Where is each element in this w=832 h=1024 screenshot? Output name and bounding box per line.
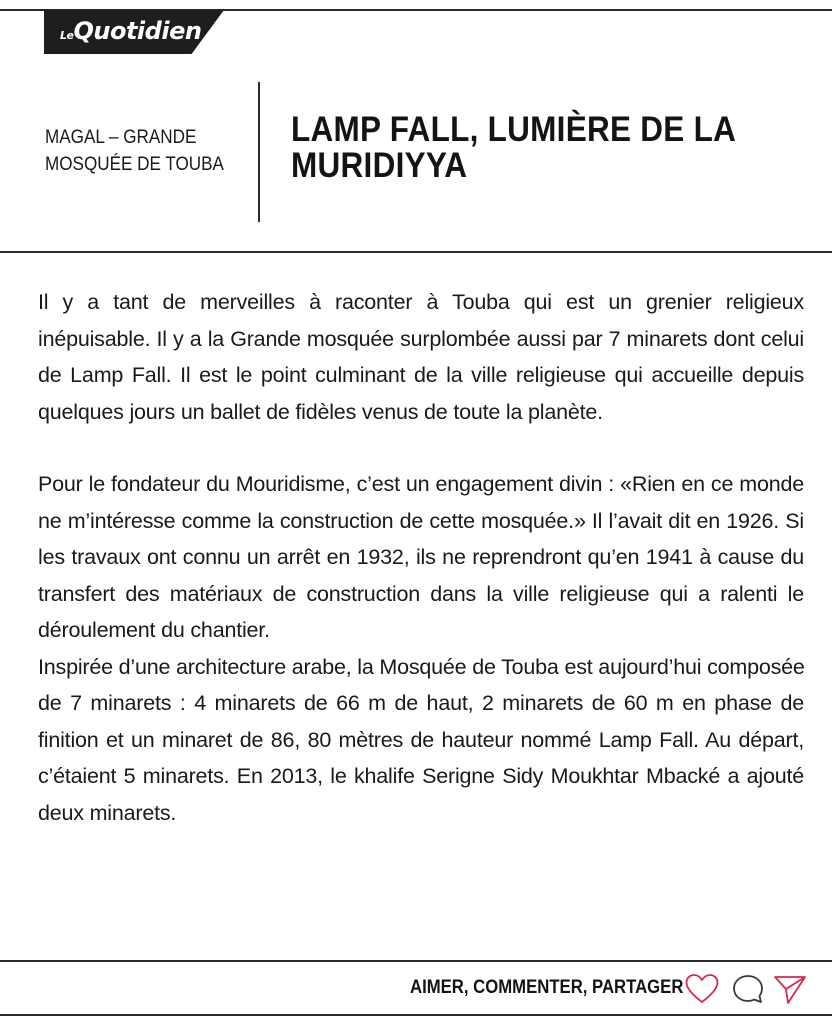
send-icon[interactable] bbox=[772, 972, 808, 1006]
text-line: quelques jours un ballet de fidèles venus de toute la planète. bbox=[38, 399, 603, 424]
article-body bbox=[38, 284, 804, 831]
actions-label: AIMER, COMMENTER, PARTAGER bbox=[410, 977, 684, 998]
text-line: Pour le fondateur du Mouridisme, c’est un engagement divin : «Rien en ce monde bbox=[38, 472, 804, 496]
paragraph-gap bbox=[38, 430, 804, 466]
footer-bottom-rule bbox=[0, 1014, 832, 1016]
logo-prefix: Le bbox=[60, 29, 74, 42]
paragraph-2 bbox=[38, 466, 804, 649]
footer-top-rule bbox=[0, 960, 832, 962]
text-line: inépuisable. Il y a la Grande mosquée surplombée aussi par 7 minarets dont celui bbox=[38, 326, 804, 351]
kicker bbox=[45, 124, 225, 178]
text-line: ne m’intéresse comme la construction de cette mosquée.» Il l’avait dit en 1926. Si bbox=[38, 508, 804, 533]
text-line: finition et un minaret de 86, 80 mètres de hauteur nommé Lamp Fall. Au départ, bbox=[38, 727, 804, 752]
text-line: de Lamp Fall. Il est le point culminant de la ville religieuse qui accueille depuis bbox=[38, 363, 804, 387]
headline-line-2: MURIDIYYA bbox=[291, 146, 468, 185]
text-line: transfert des matériaux de construction dans la ville religieuse qui a ralenti le bbox=[38, 581, 804, 606]
headline-line-1: LAMP FALL, LUMIÈRE DE LA bbox=[291, 110, 737, 149]
kicker-line-1: MAGAL – GRANDE bbox=[45, 127, 197, 148]
headline bbox=[291, 112, 759, 184]
comment-bubble-icon[interactable] bbox=[730, 972, 766, 1006]
text-line: Il y a tant de merveilles à raconter à Touba qui est un grenier religieux bbox=[38, 290, 804, 314]
text-line: les travaux ont connu un arrêt en 1932, ils ne reprendront qu’en 1941 à cause du bbox=[38, 545, 804, 569]
logo-name: Quotidien bbox=[73, 17, 202, 45]
vertical-divider bbox=[258, 82, 260, 222]
text-line: c’étaient 5 minarets. En 2013, le khalife Serigne Sidy Moukhtar Mbacké a ajouté bbox=[38, 764, 804, 788]
paragraph-1 bbox=[38, 284, 804, 430]
kicker-line-2: MOSQUÉE DE TOUBA bbox=[45, 154, 224, 175]
text-line: deux minarets. bbox=[38, 800, 177, 825]
paragraph-3 bbox=[38, 649, 804, 832]
text-line: Inspirée d’une architecture arabe, la Mosquée de Touba est aujourd’hui composée bbox=[38, 654, 805, 679]
heart-icon[interactable] bbox=[684, 972, 720, 1006]
text-line: déroulement du chantier. bbox=[38, 618, 270, 642]
logo bbox=[60, 13, 201, 54]
header-divider bbox=[0, 251, 832, 253]
text-line: de 7 minarets : 4 minarets de 66 m de haut, 2 minarets de 60 m en phase de bbox=[38, 691, 804, 715]
